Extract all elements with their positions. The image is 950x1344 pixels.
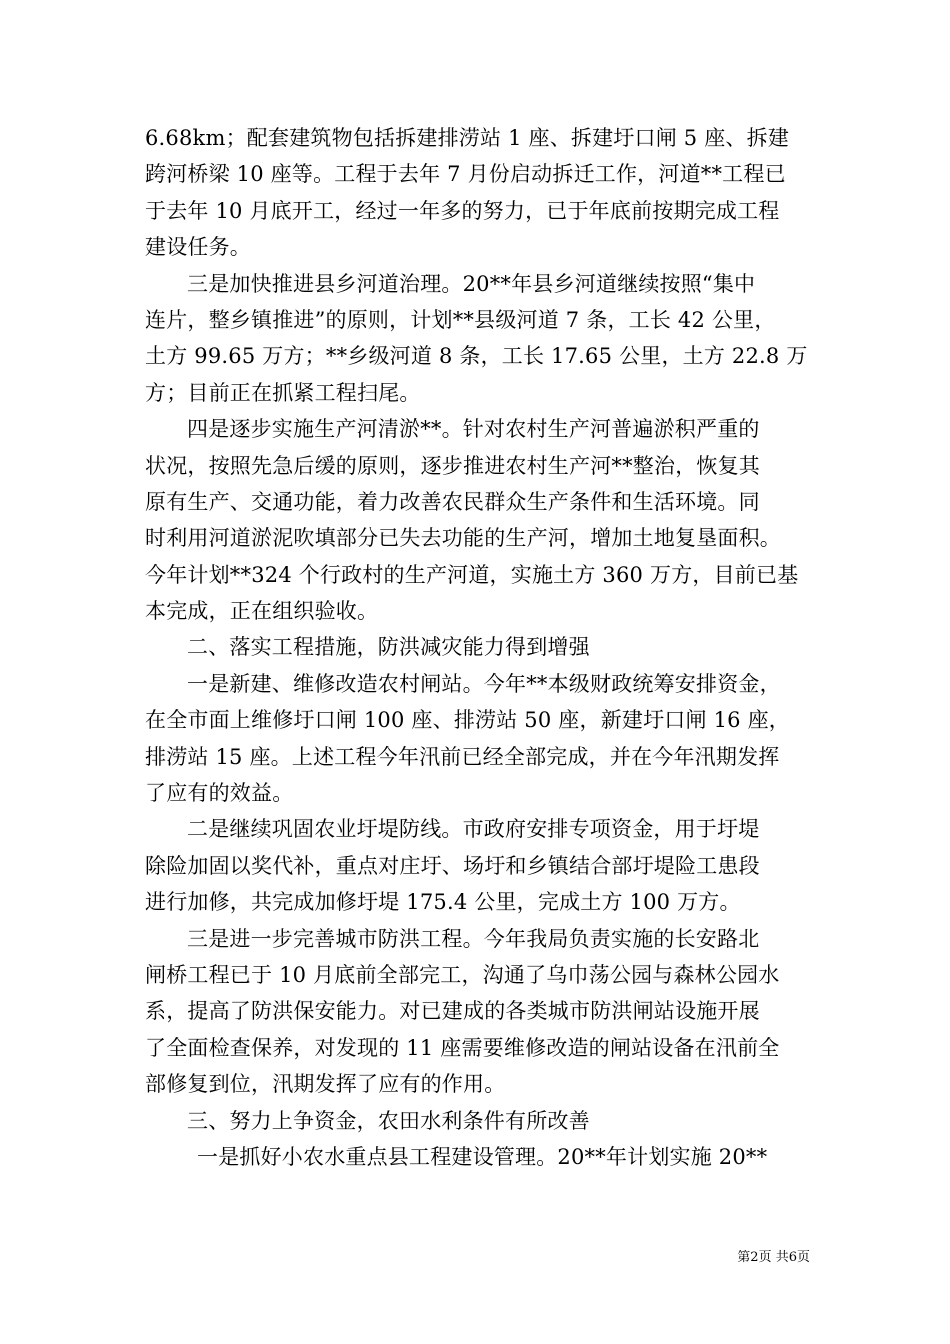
text-line: 6.68km；配套建筑物包括拆建排涝站 1 座、拆建圩口闸 5 座、拆建	[145, 126, 790, 150]
text-line: 一是抓好小农水重点县工程建设管理。20**年计划实施 20**	[197, 1144, 768, 1169]
text-line: 三是加快推进县乡河道治理。20**年县乡河道继续按照“集中	[187, 271, 756, 296]
footer-suffix: 页	[796, 1250, 810, 1265]
text-line: 部修复到位，汛期发挥了应有的作用。	[145, 1072, 506, 1097]
text-line: 闸桥工程已于 10 月底前全部完工，沟通了乌巾荡公园与森林公园水	[145, 962, 780, 987]
text-line: 二是继续巩固农业圩堤防线。市政府安排专项资金，用于圩堤	[187, 817, 760, 842]
text-line: 进行加修，共完成加修圩堤 175.4 公里，完成土方 100 万方。	[145, 890, 741, 915]
text-line: 系，提高了防洪保安能力。对已建成的各类城市防洪闸站设施开展	[145, 999, 760, 1024]
total-page-number: 6	[788, 1250, 797, 1265]
page-footer	[690, 1249, 810, 1267]
text-line: 状况，按照先急后缓的原则，逐步推进农村生产河**整治，恢复其	[145, 453, 760, 478]
text-line: 跨河桥梁 10 座等。工程于去年 7 月份启动拆迁工作，河道**工程已	[145, 162, 786, 187]
document-body	[145, 120, 810, 1175]
text-line: 三是进一步完善城市防洪工程。今年我局负责实施的长安路北	[187, 926, 760, 951]
text-line: 本完成，正在组织验收。	[145, 599, 379, 624]
section-heading: 二、落实工程措施，防洪减灾能力得到增强	[187, 635, 590, 660]
text-line: 建设任务。	[145, 235, 251, 260]
text-line: 时利用河道淤泥吹填部分已失去功能的生产河，增加土地复垦面积。	[145, 526, 781, 551]
text-line: 排涝站 15 座。上述工程今年汛前已经全部完成，并在今年汛期发挥	[145, 744, 780, 769]
text-line: 于去年 10 月底开工，经过一年多的努力，已于年底前按期完成工程	[145, 198, 780, 223]
text-line: 土方 99.65 万方；**乡级河道 8 条，工长 17.65 公里，土方 22.8 万	[145, 344, 808, 369]
section-heading: 三、努力上争资金，农田水利条件有所改善	[187, 1108, 590, 1133]
text-line: 四是逐步实施生产河清淤**。针对农村生产河普遍淤积严重的	[187, 417, 760, 442]
text-line: 一是新建、维修改造农村闸站。今年**本级财政统筹安排资金，	[187, 671, 781, 696]
text-line: 了全面检查保养，对发现的 11 座需要维修改造的闸站设备在汛前全	[145, 1035, 780, 1060]
text-line: 今年计划**324 个行政村的生产河道，实施土方 360 万方，目前已基	[145, 562, 799, 587]
text-line: 除险加固以奖代补，重点对庄圩、场圩和乡镇结合部圩堤险工患段	[145, 853, 760, 878]
text-line: 原有生产、交通功能，着力改善农民群众生产条件和生活环境。同	[145, 489, 760, 514]
current-page-number: 2	[750, 1250, 759, 1265]
footer-middle: 页 共	[758, 1250, 789, 1265]
text-line: 在全市面上维修圩口闸 100 座、排涝站 50 座，新建圩口闸 16 座，	[145, 708, 790, 733]
text-line: 了应有的效益。	[145, 781, 294, 806]
text-line: 连片，整乡镇推进”的原则，计划**县级河道 7 条，工长 42 公里，	[145, 307, 776, 332]
footer-prefix: 第	[737, 1250, 751, 1265]
text-line: 方；目前正在抓紧工程扫尾。	[145, 380, 421, 405]
